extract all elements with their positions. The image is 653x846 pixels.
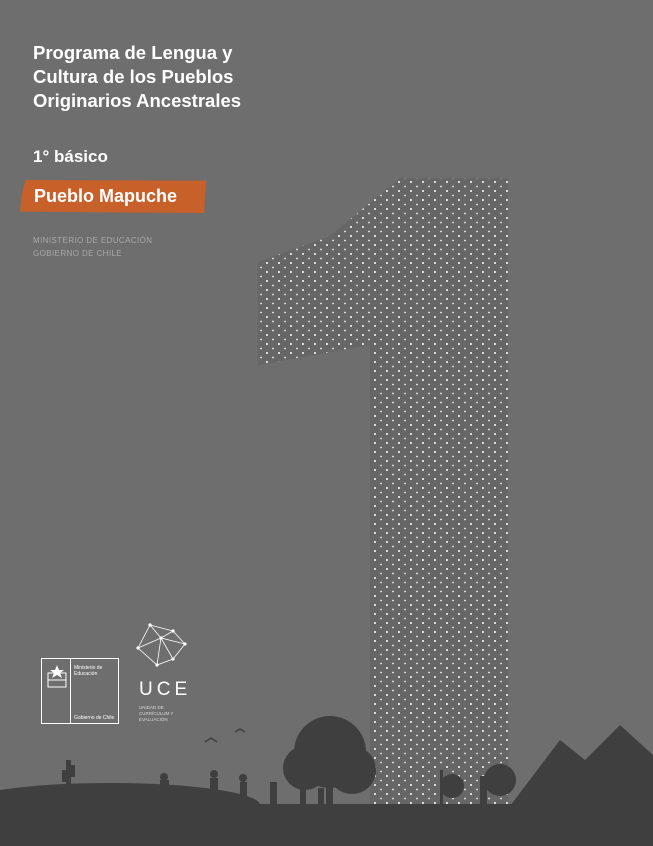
government-line: GOBIERNO DE CHILE bbox=[33, 249, 123, 258]
people-name: Pueblo Mapuche bbox=[34, 186, 178, 206]
mineduc-name-line: Ministerio de bbox=[74, 665, 103, 671]
uce-subtitle-line: EVALUACIÓN bbox=[139, 717, 168, 722]
mineduc-name-line: Educación bbox=[74, 671, 98, 677]
title-line: Originarios Ancestrales bbox=[33, 90, 242, 111]
uce-subtitle-line: UNIDAD DE bbox=[139, 705, 164, 710]
title-line: Programa de Lengua y bbox=[33, 42, 233, 63]
uce-logo-text: UCE bbox=[139, 679, 192, 700]
grade-level: 1° básico bbox=[33, 147, 108, 166]
ministry-line: MINISTERIO DE EDUCACIÓN bbox=[33, 236, 153, 245]
uce-subtitle-line: CURRÍCULUM Y bbox=[139, 711, 174, 716]
mineduc-government-text: Gobierno de Chile bbox=[74, 715, 115, 721]
title-line: Cultura de los Pueblos bbox=[33, 66, 234, 87]
